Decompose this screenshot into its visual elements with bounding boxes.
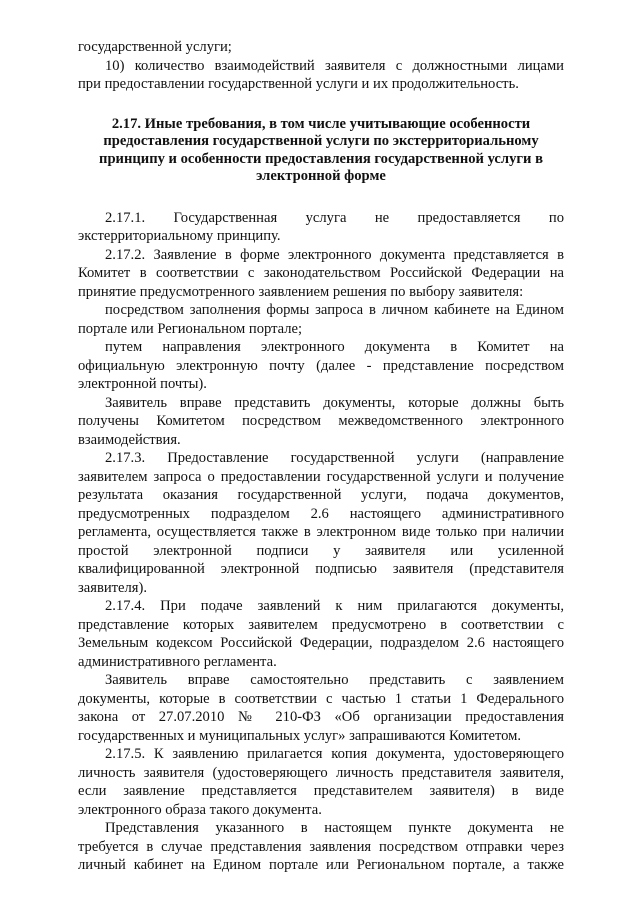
text-line: 2.17.5. К заявлению прилагается копия документа, удостоверяющего bbox=[105, 746, 564, 762]
text-line: портале или Региональном портале; bbox=[78, 320, 303, 337]
text-line: 10) количество взаимодействий заявителя с должностными лицами bbox=[105, 57, 564, 74]
text-line: заявителя). bbox=[78, 579, 148, 596]
intro-text bbox=[78, 38, 564, 94]
text-line: взаимодействия. bbox=[78, 431, 181, 448]
text-line: Представления указанного в настоящем пункте документа не bbox=[105, 820, 564, 836]
text-line: официальную электронную почту (далее - представление посредством bbox=[78, 357, 564, 374]
text-line: предусмотренных подразделом 2.6 настоящего административного bbox=[78, 505, 564, 522]
section-heading bbox=[78, 116, 564, 186]
text-line: государственных и муниципальных услуг» запрашиваются Комитетом. bbox=[78, 727, 522, 744]
text-line: документы, которые в соответствии с частью 1 статьи 1 Федерального bbox=[78, 690, 564, 707]
text-line: если заявление представляется представителем заявителя) в виде bbox=[78, 783, 564, 799]
text-line: Комитет в соответствии с законодательством Российской Федерации на bbox=[78, 265, 564, 281]
text-line: Земельным кодексом Российской Федерации, подразделом 2.6 настоящего bbox=[78, 635, 564, 651]
text-line: получены Комитетом посредством межведомственного электронного bbox=[78, 413, 564, 429]
text-line: квалифицированной электронной подписью заявителя (представителя bbox=[78, 561, 564, 577]
document-page bbox=[78, 38, 564, 875]
text-line: государственной услуги; bbox=[78, 39, 232, 55]
heading-line: 2.17. Иные требования, в том числе учитывающие особенности bbox=[111, 115, 531, 132]
text-line: административного регламента. bbox=[78, 653, 277, 670]
text-line: заявителем запроса о предоставлении государственной услуги и получение bbox=[78, 468, 564, 485]
text-line: простой электронной подписи у заявителя или усиленной bbox=[78, 542, 564, 559]
heading-line: предоставления государственной услуги по экстерриториальному bbox=[103, 133, 539, 149]
text-line: экстерриториальному принципу. bbox=[78, 228, 281, 244]
text-line: электронного образа такого документа. bbox=[78, 801, 322, 818]
text-line: Заявитель вправе самостоятельно представить с заявлением bbox=[105, 672, 564, 688]
section-body bbox=[78, 209, 564, 875]
text-line: личный кабинет на Едином портале или Региональном портале, а также bbox=[78, 857, 564, 873]
text-line: принятие предусмотренного заявлением решения по выбору заявителя: bbox=[78, 283, 524, 300]
text-line: 2.17.1. Государственная услуга не предоставляется по bbox=[105, 209, 564, 226]
text-line: при предоставлении государственной услуги и их продолжительность. bbox=[78, 76, 519, 92]
heading-line: электронной форме bbox=[256, 168, 386, 184]
text-line: 2.17.4. При подаче заявлений к ним прилагаются документы, bbox=[105, 598, 564, 614]
text-line: 2.17.2. Заявление в форме электронного документа представляется в bbox=[105, 246, 564, 263]
text-line: 2.17.3. Предоставление государственной услуги (направление bbox=[105, 450, 564, 466]
text-line: посредством заполнения формы запроса в личном кабинете на Едином bbox=[105, 302, 564, 318]
heading-line: принципу и особенности предоставления государственной услуги в bbox=[99, 150, 543, 167]
text-line: регламента, осуществляется также в электронном виде только при наличии bbox=[78, 524, 564, 540]
text-line: личность заявителя (удостоверяющего личность представителя заявителя, bbox=[78, 764, 564, 781]
text-line: представление которых заявителем предусмотрено в соответствии с bbox=[78, 616, 564, 633]
text-line: Заявитель вправе представить документы, которые должны быть bbox=[105, 394, 564, 411]
text-line: закона от 27.07.2010 № 210-ФЗ «Об организации предоставления bbox=[78, 709, 564, 725]
text-line: результата оказания государственной услуги, подача документов, bbox=[78, 487, 564, 503]
text-line: требуется в случае представления заявления посредством отправки через bbox=[78, 838, 564, 855]
text-line: путем направления электронного документа в Комитет на bbox=[105, 339, 564, 355]
text-line: электронной почты). bbox=[78, 376, 207, 392]
